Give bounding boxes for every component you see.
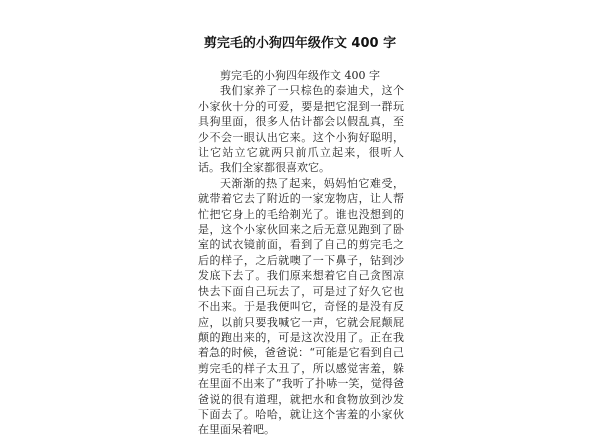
paragraph-2: 天渐渐的热了起来，妈妈怕它难受，就带着它去了附近的一家宠物店，让人帮忙把它身上的毛给剃光了。谁也没想到的是，这个小家伙回来之后无意见跑到了卧室的试衣镜前面，看到了自己的剪完毛之后的样子，之后就噢了一下鼻子，钻到沙发底下去了。我们原来想着它自己贪图凉快去下面自己玩去了，可是过了好久它也不出来。于是我便叫它，奇怪的是没有反应，以前只要我喊它一声，它就会屁颠屁颠的跑出来的，可是这次没用了。正在我着急的时候，爸爸说：“可能是它看到自己剪完毛的样子太丑了，所以感觉害羞，躲在里面不出来了”我听了扑哧一笑，觉得爸爸说的很有道理，就把水和食物放到沙发下面去了。哈哈，就让这个害羞的小家伙在里面呆着吧。 [198,176,404,437]
paragraph-1: 我们家养了一只棕色的泰迪犬，这个小家伙十分的可爱，要是把它混到一群玩具狗里面，很多人估计都会以假乱真，至少不会一眼认出它来。这个小狗好聪明，让它站立它就两只前爪立起来，很听人话。我们全家都很喜欢它。 [198,84,404,175]
document-title: 剪完毛的小狗四年级作文 400 字 [203,36,397,51]
article-subtitle: 剪完毛的小狗四年级作文 400 字 [220,69,380,82]
article-body [198,68,404,438]
